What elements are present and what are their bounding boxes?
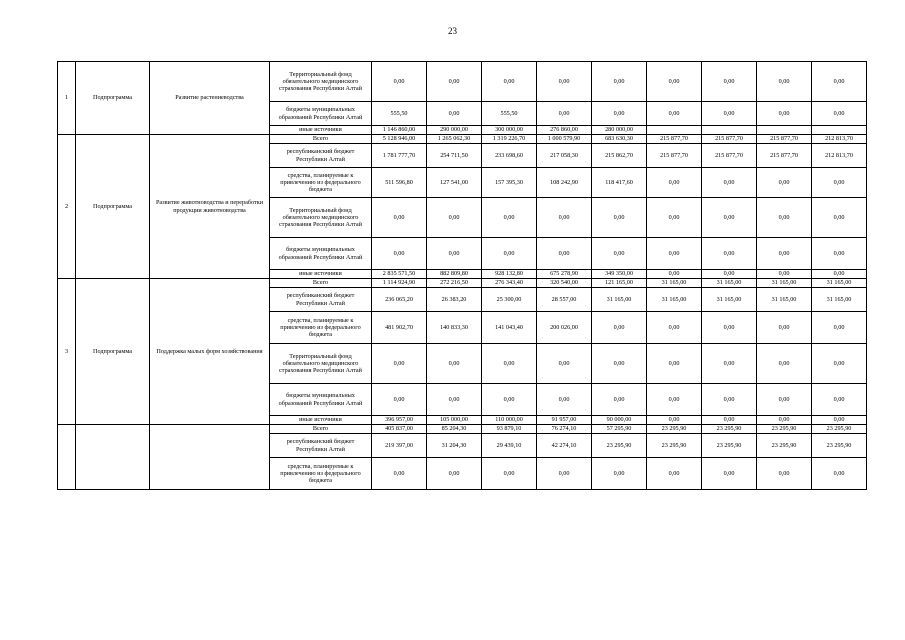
funding-source-cell: Всего — [270, 279, 372, 288]
amount-cell: 0,00 — [757, 238, 812, 270]
funding-source-cell: средства, планируемые к привлечению из федерального бюджета — [270, 312, 372, 344]
amount-cell: 0,00 — [592, 312, 647, 344]
program-type-cell: Подпрограмма — [76, 62, 150, 135]
amount-cell: 121 165,00 — [592, 279, 647, 288]
amount-cell: 0,00 — [702, 458, 757, 490]
amount-cell: 0,00 — [702, 270, 757, 279]
funding-source-cell: бюджеты муниципальных образований Республики Алтай — [270, 102, 372, 126]
amount-cell: 0,00 — [702, 62, 757, 102]
amount-cell: 127 541,00 — [427, 168, 482, 198]
row-number-cell: 1 — [58, 62, 76, 135]
amount-cell: 276 860,00 — [537, 126, 592, 135]
amount-cell: 0,00 — [482, 198, 537, 238]
amount-cell: 280 000,00 — [592, 126, 647, 135]
amount-cell: 0,00 — [427, 384, 482, 416]
funding-source-cell: Всего — [270, 135, 372, 144]
amount-cell: 215 877,70 — [702, 135, 757, 144]
amount-cell: 1 265 062,30 — [427, 135, 482, 144]
amount-cell: 31 165,00 — [702, 288, 757, 312]
amount-cell: 0,00 — [757, 270, 812, 279]
amount-cell: 0,00 — [647, 384, 702, 416]
amount-cell: 0,00 — [812, 198, 867, 238]
amount-cell: 0,00 — [812, 102, 867, 126]
amount-cell: 290 000,00 — [427, 126, 482, 135]
amount-cell: 0,00 — [757, 102, 812, 126]
amount-cell: 0,00 — [592, 238, 647, 270]
amount-cell: 0,00 — [482, 62, 537, 102]
program-name-cell — [150, 425, 270, 490]
amount-cell: 0,00 — [647, 344, 702, 384]
funding-source-cell: иные источники — [270, 270, 372, 279]
amount-cell: 0,00 — [592, 384, 647, 416]
funding-source-cell: Всего — [270, 425, 372, 434]
amount-cell: 0,00 — [647, 198, 702, 238]
amount-cell: 91 957,00 — [537, 416, 592, 425]
amount-cell: 105 000,00 — [427, 416, 482, 425]
amount-cell: 276 343,40 — [482, 279, 537, 288]
amount-cell: 0,00 — [537, 344, 592, 384]
amount-cell: 0,00 — [482, 238, 537, 270]
amount-cell — [702, 126, 757, 135]
amount-cell: 0,00 — [757, 168, 812, 198]
amount-cell: 0,00 — [812, 62, 867, 102]
amount-cell: 0,00 — [757, 62, 812, 102]
amount-cell: 0,00 — [757, 384, 812, 416]
amount-cell: 405 837,00 — [372, 425, 427, 434]
funding-source-cell: средства, планируемые к привлечению из федерального бюджета — [270, 458, 372, 490]
amount-cell: 272 216,50 — [427, 279, 482, 288]
amount-cell: 0,00 — [702, 416, 757, 425]
funding-source-cell: республиканский бюджет Республики Алтай — [270, 288, 372, 312]
amount-cell: 0,00 — [812, 238, 867, 270]
amount-cell: 1 781 777,70 — [372, 144, 427, 168]
amount-cell — [757, 126, 812, 135]
funding-source-cell: средства, планируемые к привлечению из федерального бюджета — [270, 168, 372, 198]
program-name-cell: Развитие растениеводства — [150, 62, 270, 135]
amount-cell: 31 165,00 — [812, 288, 867, 312]
program-name-cell: Поддержка малых форм хозяйствования — [150, 279, 270, 425]
amount-cell: 93 879,10 — [482, 425, 537, 434]
amount-cell: 0,00 — [372, 458, 427, 490]
funding-source-cell: Территориальный фонд обязательного медицинского страхования Республики Алтай — [270, 62, 372, 102]
funding-source-cell: бюджеты муниципальных образований Республики Алтай — [270, 238, 372, 270]
funding-source-cell: бюджеты муниципальных образований Республики Алтай — [270, 384, 372, 416]
budget-table — [57, 61, 867, 490]
amount-cell: 0,00 — [592, 344, 647, 384]
amount-cell: 0,00 — [757, 312, 812, 344]
amount-cell: 140 833,30 — [427, 312, 482, 344]
amount-cell: 0,00 — [592, 198, 647, 238]
amount-cell: 31 165,00 — [592, 288, 647, 312]
amount-cell: 85 204,30 — [427, 425, 482, 434]
amount-cell: 0,00 — [427, 238, 482, 270]
amount-cell: 0,00 — [812, 344, 867, 384]
amount-cell: 25 300,00 — [482, 288, 537, 312]
amount-cell: 0,00 — [647, 238, 702, 270]
amount-cell: 23 295,90 — [757, 434, 812, 458]
amount-cell: 0,00 — [427, 198, 482, 238]
amount-cell: 215 877,70 — [757, 135, 812, 144]
amount-cell: 233 698,60 — [482, 144, 537, 168]
program-type-cell: Подпрограмма — [76, 279, 150, 425]
row-number-cell: 2 — [58, 135, 76, 279]
amount-cell: 675 278,90 — [537, 270, 592, 279]
amount-cell: 0,00 — [757, 416, 812, 425]
amount-cell: 215 877,70 — [757, 144, 812, 168]
amount-cell: 0,00 — [537, 62, 592, 102]
funding-source-cell: республиканский бюджет Республики Алтай — [270, 434, 372, 458]
amount-cell: 0,00 — [372, 238, 427, 270]
amount-cell: 31 204,30 — [427, 434, 482, 458]
amount-cell: 0,00 — [427, 344, 482, 384]
amount-cell: 2 835 571,50 — [372, 270, 427, 279]
program-name-cell: Развитие животноводства и переработки продукции животноводства — [150, 135, 270, 279]
amount-cell: 0,00 — [702, 344, 757, 384]
amount-cell: 23 295,90 — [702, 434, 757, 458]
amount-cell: 90 000,00 — [592, 416, 647, 425]
amount-cell: 217 058,30 — [537, 144, 592, 168]
amount-cell: 215 877,70 — [647, 135, 702, 144]
amount-cell: 481 902,70 — [372, 312, 427, 344]
funding-source-cell: иные источники — [270, 416, 372, 425]
amount-cell: 0,00 — [647, 312, 702, 344]
amount-cell: 0,00 — [482, 384, 537, 416]
row-number-cell — [58, 425, 76, 490]
amount-cell: 0,00 — [592, 62, 647, 102]
amount-cell: 31 165,00 — [647, 279, 702, 288]
amount-cell: 0,00 — [757, 458, 812, 490]
amount-cell: 0,00 — [812, 168, 867, 198]
amount-cell — [812, 126, 867, 135]
amount-cell: 31 165,00 — [757, 279, 812, 288]
amount-cell: 0,00 — [647, 270, 702, 279]
amount-cell: 0,00 — [427, 458, 482, 490]
amount-cell: 76 274,10 — [537, 425, 592, 434]
amount-cell: 215 877,70 — [702, 144, 757, 168]
amount-cell: 29 439,10 — [482, 434, 537, 458]
amount-cell: 0,00 — [537, 384, 592, 416]
amount-cell: 0,00 — [812, 270, 867, 279]
amount-cell: 320 540,00 — [537, 279, 592, 288]
amount-cell: 0,00 — [537, 458, 592, 490]
amount-cell: 1 000 579,90 — [537, 135, 592, 144]
funding-source-cell: Территориальный фонд обязательного медицинского страхования Республики Алтай — [270, 198, 372, 238]
amount-cell: 0,00 — [812, 312, 867, 344]
table-row — [58, 425, 867, 434]
amount-cell: 0,00 — [812, 416, 867, 425]
amount-cell: 212 813,70 — [812, 135, 867, 144]
amount-cell: 0,00 — [482, 344, 537, 384]
table-row — [58, 135, 867, 144]
program-type-cell: Подпрограмма — [76, 135, 150, 279]
amount-cell: 0,00 — [647, 458, 702, 490]
amount-cell: 396 957,00 — [372, 416, 427, 425]
amount-cell: 928 132,80 — [482, 270, 537, 279]
amount-cell: 0,00 — [592, 102, 647, 126]
amount-cell: 157 395,30 — [482, 168, 537, 198]
amount-cell: 300 000,00 — [482, 126, 537, 135]
amount-cell: 23 295,90 — [812, 425, 867, 434]
amount-cell: 23 295,90 — [592, 434, 647, 458]
amount-cell: 0,00 — [372, 198, 427, 238]
amount-cell: 0,00 — [537, 238, 592, 270]
amount-cell: 555,50 — [482, 102, 537, 126]
amount-cell: 23 295,90 — [702, 425, 757, 434]
amount-cell: 23 295,90 — [812, 434, 867, 458]
amount-cell: 1 319 226,70 — [482, 135, 537, 144]
amount-cell: 0,00 — [372, 384, 427, 416]
amount-cell: 26 383,20 — [427, 288, 482, 312]
amount-cell — [647, 126, 702, 135]
amount-cell: 0,00 — [427, 62, 482, 102]
funding-source-cell: иные источники — [270, 126, 372, 135]
amount-cell: 200 026,00 — [537, 312, 592, 344]
amount-cell: 0,00 — [537, 102, 592, 126]
funding-source-cell: республиканский бюджет Республики Алтай — [270, 144, 372, 168]
funding-source-cell: Территориальный фонд обязательного медицинского страхования Республики Алтай — [270, 344, 372, 384]
row-number-cell: 3 — [58, 279, 76, 425]
amount-cell: 1 114 924,90 — [372, 279, 427, 288]
page-number: 23 — [448, 26, 457, 36]
amount-cell: 0,00 — [757, 198, 812, 238]
amount-cell: 110 000,00 — [482, 416, 537, 425]
amount-cell: 349 350,00 — [592, 270, 647, 279]
amount-cell: 0,00 — [702, 384, 757, 416]
amount-cell: 0,00 — [757, 344, 812, 384]
amount-cell: 0,00 — [372, 62, 427, 102]
program-type-cell — [76, 425, 150, 490]
amount-cell: 0,00 — [647, 168, 702, 198]
amount-cell: 0,00 — [427, 102, 482, 126]
amount-cell: 31 165,00 — [812, 279, 867, 288]
amount-cell: 0,00 — [812, 384, 867, 416]
amount-cell: 511 596,80 — [372, 168, 427, 198]
amount-cell: 0,00 — [702, 198, 757, 238]
amount-cell: 236 065,20 — [372, 288, 427, 312]
amount-cell: 31 165,00 — [647, 288, 702, 312]
amount-cell: 31 165,00 — [702, 279, 757, 288]
amount-cell: 23 295,90 — [757, 425, 812, 434]
amount-cell: 683 630,30 — [592, 135, 647, 144]
table-row — [58, 62, 867, 102]
amount-cell: 0,00 — [372, 344, 427, 384]
amount-cell: 0,00 — [647, 102, 702, 126]
amount-cell: 0,00 — [537, 198, 592, 238]
amount-cell: 0,00 — [647, 62, 702, 102]
amount-cell: 0,00 — [592, 458, 647, 490]
amount-cell: 219 397,00 — [372, 434, 427, 458]
amount-cell: 23 295,90 — [647, 434, 702, 458]
table-row — [58, 279, 867, 288]
amount-cell: 215 877,70 — [647, 144, 702, 168]
amount-cell: 254 711,50 — [427, 144, 482, 168]
amount-cell: 882 809,80 — [427, 270, 482, 279]
amount-cell: 0,00 — [702, 102, 757, 126]
amount-cell: 31 165,00 — [757, 288, 812, 312]
amount-cell: 42 274,10 — [537, 434, 592, 458]
amount-cell: 0,00 — [812, 458, 867, 490]
amount-cell: 108 242,90 — [537, 168, 592, 198]
amount-cell: 23 295,90 — [647, 425, 702, 434]
amount-cell: 1 146 860,00 — [372, 126, 427, 135]
amount-cell: 215 862,70 — [592, 144, 647, 168]
amount-cell: 118 417,60 — [592, 168, 647, 198]
amount-cell: 0,00 — [702, 168, 757, 198]
amount-cell: 212 813,70 — [812, 144, 867, 168]
amount-cell: 0,00 — [702, 238, 757, 270]
amount-cell: 0,00 — [482, 458, 537, 490]
amount-cell: 141 043,40 — [482, 312, 537, 344]
amount-cell: 0,00 — [647, 416, 702, 425]
amount-cell: 57 295,90 — [592, 425, 647, 434]
amount-cell: 555,50 — [372, 102, 427, 126]
amount-cell: 0,00 — [702, 312, 757, 344]
amount-cell: 28 557,00 — [537, 288, 592, 312]
amount-cell: 5 128 946,00 — [372, 135, 427, 144]
